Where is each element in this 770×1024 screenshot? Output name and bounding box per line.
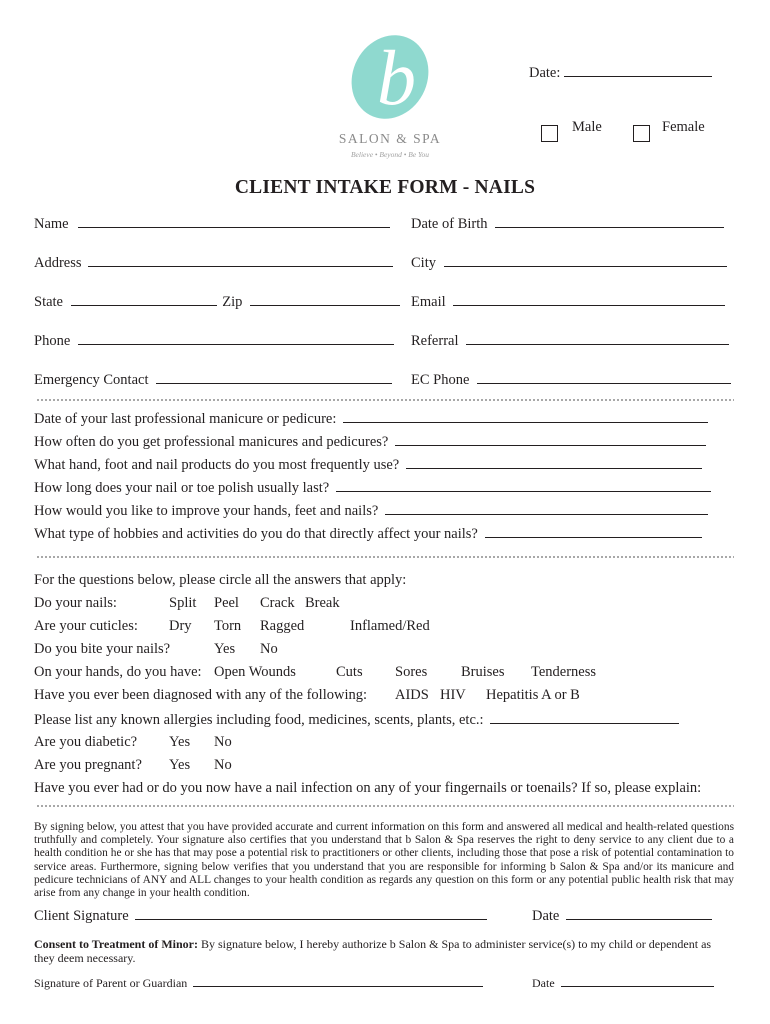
name-field: [34, 213, 390, 233]
question-label: What hand, foot and nail products do you most frequently use?: [34, 457, 400, 473]
parent-signature-field: [34, 974, 483, 990]
question-row: [34, 408, 708, 428]
logo-tagline: Believe • Beyond • Be You: [350, 150, 430, 159]
logo-circle-icon: [330, 30, 450, 125]
circle-intro: For the questions below, please circle all the answers that apply:: [34, 572, 407, 588]
nails-row: [34, 594, 734, 612]
cuticles-question: Are your cuticles:: [34, 618, 138, 634]
question-input-line[interactable]: [336, 477, 711, 492]
city-label: City: [411, 255, 436, 271]
client-signature-line[interactable]: [135, 905, 487, 920]
zip-input-line[interactable]: [250, 291, 400, 306]
section-divider: [36, 397, 734, 403]
question-input-line[interactable]: [395, 431, 706, 446]
option-yes[interactable]: Yes: [169, 734, 191, 750]
city-input-line[interactable]: [444, 252, 727, 267]
option-yes[interactable]: Yes: [169, 757, 191, 773]
minor-consent-heading: Consent to Treatment of Minor:: [34, 937, 198, 951]
male-label: Male: [572, 119, 602, 135]
page-title: CLIENT INTAKE FORM - NAILS: [234, 177, 536, 198]
referral-input-line[interactable]: [466, 330, 729, 345]
question-label: How often do you get professional manicures and pedicures?: [34, 434, 389, 450]
diabetic-question: Are you diabetic?: [34, 734, 138, 750]
hands-row: [34, 663, 734, 681]
guardian-date-field: [532, 974, 714, 990]
question-label: How long does your nail or toe polish usually last?: [34, 480, 330, 496]
question-input-line[interactable]: [385, 500, 708, 515]
emergency-contact-label: Emergency Contact: [34, 372, 149, 388]
option-crack[interactable]: Crack: [260, 595, 295, 611]
referral-label: Referral: [411, 333, 459, 349]
option-torn[interactable]: Torn: [214, 618, 242, 634]
option-no[interactable]: No: [214, 734, 232, 750]
option-ragged[interactable]: Ragged: [260, 618, 305, 634]
allergies-question: Please list any known allergies including food, medicines, scents, plants, etc.:: [34, 712, 484, 728]
option-cuts[interactable]: Cuts: [336, 664, 363, 680]
hands-question: On your hands, do you have:: [34, 664, 202, 680]
pregnant-question: Are you pregnant?: [34, 757, 142, 773]
question-row: [34, 477, 711, 497]
guardian-date-line[interactable]: [561, 974, 714, 987]
signature-date-line[interactable]: [566, 905, 712, 920]
infection-question: Have you ever had or do you now have a nail infection on any of your fingernails or toenails? If so, please explain:: [34, 780, 702, 796]
svg-text:b: b: [377, 34, 416, 121]
name-label: Name: [34, 216, 69, 232]
option-break[interactable]: Break: [305, 595, 340, 611]
state-field: [34, 291, 400, 311]
female-label: Female: [662, 119, 705, 135]
option-open-wounds[interactable]: Open Wounds: [214, 664, 296, 680]
option-inflamed-red[interactable]: Inflamed/Red: [350, 618, 430, 634]
question-input-line[interactable]: [485, 523, 702, 538]
email-input-line[interactable]: [453, 291, 725, 306]
signature-date-field: [532, 905, 712, 925]
dob-field: [411, 213, 724, 233]
emergency-contact-field: [34, 369, 392, 389]
cuticles-row: [34, 617, 734, 635]
logo: [330, 30, 450, 165]
option-sores[interactable]: Sores: [395, 664, 428, 680]
zip-label: Zip: [222, 294, 243, 310]
option-split[interactable]: Split: [169, 595, 197, 611]
section-divider: [36, 803, 734, 809]
minor-consent-text: By signature below, I hereby authorize b Salon & Spa to administer service(s) to my child or dependent as they deem necessary.: [34, 937, 712, 965]
signature-date-label: Date: [532, 908, 560, 924]
option-tenderness[interactable]: Tenderness: [531, 664, 597, 680]
nails-question: Do your nails:: [34, 595, 117, 611]
date-label: Date:: [529, 65, 561, 81]
emergency-contact-input-line[interactable]: [156, 369, 392, 384]
allergies-input-line[interactable]: [490, 709, 679, 724]
diabetic-row: [34, 733, 734, 751]
question-label: How would you like to improve your hands, feet and nails?: [34, 503, 379, 519]
parent-signature-label: Signature of Parent or Guardian: [34, 976, 188, 990]
option-no[interactable]: No: [214, 757, 232, 773]
pregnant-row: [34, 756, 734, 774]
section-divider: [36, 554, 734, 560]
consent-paragraph: By signing below, you attest that you have provided accurate and current information on this form and answered all medical and health-related questions truthfully and completely. Your signature also certifies that you understand that b Salon & Spa reserves the right to deny service to any client due to a health condition he or she has that may pose a potential risk to practitioners or other clients, including those that pose a risk of potential contamination to service areas. Furthermore, signing below verifies that you understand that you are responsible for informing b Salon & Spa and/or its manicure and pedicure technicians of ANY and ALL changes to your health condition as regards any question on this form or any potential public health risk that may arise from any change in your health condition.: [34, 821, 734, 900]
female-checkbox[interactable]: [633, 125, 650, 142]
address-label: Address: [34, 255, 82, 271]
question-label: Date of your last professional manicure or pedicure:: [34, 411, 337, 427]
option-bruises[interactable]: Bruises: [461, 664, 505, 680]
option-aids[interactable]: AIDS: [395, 687, 429, 703]
option-yes[interactable]: Yes: [214, 641, 236, 657]
parent-signature-line[interactable]: [193, 974, 483, 987]
option-hepatitis[interactable]: Hepatitis A or B: [486, 687, 580, 703]
client-signature-label: Client Signature: [34, 908, 129, 924]
city-field: [411, 252, 727, 272]
ec-phone-input-line[interactable]: [477, 369, 731, 384]
question-row: [34, 500, 708, 520]
option-dry[interactable]: Dry: [169, 618, 192, 634]
email-label: Email: [411, 294, 446, 310]
ec-phone-field: [411, 369, 731, 389]
bite-question: Do you bite your nails?: [34, 641, 171, 657]
logo-name: SALON & SPA: [338, 131, 442, 146]
question-input-line[interactable]: [406, 454, 702, 469]
male-checkbox[interactable]: [541, 125, 558, 142]
option-no[interactable]: No: [260, 641, 278, 657]
allergies-row: [34, 709, 679, 729]
dob-input-line[interactable]: [495, 213, 724, 228]
referral-field: [411, 330, 729, 350]
client-signature-field: [34, 905, 487, 925]
ec-phone-label: EC Phone: [411, 372, 470, 388]
diagnosis-row: [34, 686, 734, 704]
date-input-line[interactable]: [564, 62, 712, 77]
guardian-date-label: Date: [532, 976, 555, 990]
dob-label: Date of Birth: [411, 216, 488, 232]
date-field: [529, 62, 712, 82]
option-hiv[interactable]: HIV: [440, 687, 466, 703]
question-input-line[interactable]: [343, 408, 708, 423]
bite-row: [34, 640, 734, 658]
address-input-line[interactable]: [88, 252, 393, 267]
option-peel[interactable]: Peel: [214, 595, 239, 611]
question-row: [34, 523, 702, 543]
phone-field: [34, 330, 394, 350]
state-input-line[interactable]: [71, 291, 217, 306]
address-field: [34, 252, 393, 272]
diagnosis-question: Have you ever been diagnosed with any of the following:: [34, 687, 368, 703]
minor-consent: [34, 937, 734, 965]
phone-input-line[interactable]: [78, 330, 394, 345]
email-field: [411, 291, 725, 311]
name-input-line[interactable]: [78, 213, 390, 228]
question-label: What type of hobbies and activities do you do that directly affect your nails?: [34, 526, 478, 542]
question-row: [34, 431, 706, 451]
phone-label: Phone: [34, 333, 71, 349]
state-label: State: [34, 294, 63, 310]
question-row: [34, 454, 702, 474]
